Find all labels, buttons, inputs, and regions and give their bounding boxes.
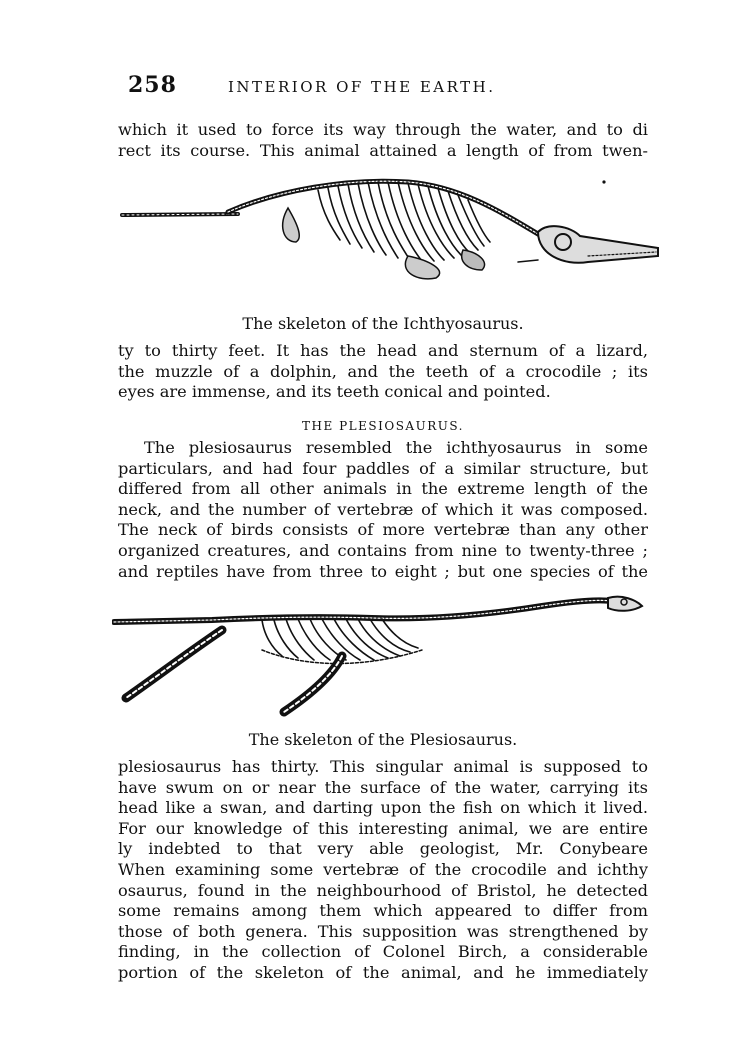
page-number: 258 [128,72,177,98]
paragraph-ichthyosaurus [118,341,648,403]
figure-caption-plesiosaurus: The skeleton of the Plesiosaurus. [248,730,518,749]
text-line: The neck of birds consists of more vertebræ than any other [118,520,648,540]
text-line: organized creatures, and contains from nine to twenty-three ; [118,540,648,560]
text-line: The plesiosaurus resembled the ichthyosaurus in some [144,438,648,457]
text-line: eyes are immense, and its teeth conical and pointed. [118,382,551,402]
text-line: neck, and the number of vertebræ of which it was composed. [118,499,648,519]
paragraph-continuation [118,120,648,161]
figure-caption-ichthyosaurus: The skeleton of the Ichthyosaurus. [242,314,524,333]
paragraph-plesiosaurus [118,438,648,582]
text-line: ly indebted to that very able geologist, Mr. Conybeare [118,839,648,859]
text-line: which it used to force its way through the water, and to di [118,120,648,139]
plesiosaurus-skeleton-icon [112,590,652,718]
text-line: head like a swan, and darting upon the fish on which it lived. [118,798,648,818]
text-line: ty to thirty feet. It has the head and sternum of a lizard, [118,341,648,360]
page-header [128,72,648,102]
running-title: INTERIOR OF THE EARTH. [228,78,496,96]
text-line: some remains among them which appeared to differ from [118,901,648,921]
text-line: those of both genera. This supposition was strengthened by [118,921,648,941]
text-line: rect its course. This animal attained a length of from twen- [118,140,648,160]
text-line: finding, in the collection of Colonel Birch, a considerable [118,942,648,962]
text-line: and reptiles have from three to eight ; but one species of the [118,561,648,581]
section-heading: THE PLESIOSAURUS. [302,419,464,433]
ichthyosaurus-skeleton-icon [118,170,663,290]
text-line: differed from all other animals in the extreme length of the [118,479,648,499]
text-line: For our knowledge of this interesting animal, we are entire [118,818,648,838]
text-line: the muzzle of a dolphin, and the teeth of a crocodile ; its [118,361,648,381]
text-line: osaurus, found in the neighbourhood of Bristol, he detected [118,880,648,900]
paragraph-discovery [118,757,648,984]
text-line: have swum on or near the surface of the water, carrying its [118,777,648,797]
text-line: particulars, and had four paddles of a similar structure, but [118,458,648,478]
text-line: portion of the skeleton of the animal, and he immediately [118,962,648,982]
text-line: plesiosaurus has thirty. This singular animal is supposed to [118,757,648,776]
text-line: When examining some vertebræ of the crocodile and ichthy [118,859,648,879]
